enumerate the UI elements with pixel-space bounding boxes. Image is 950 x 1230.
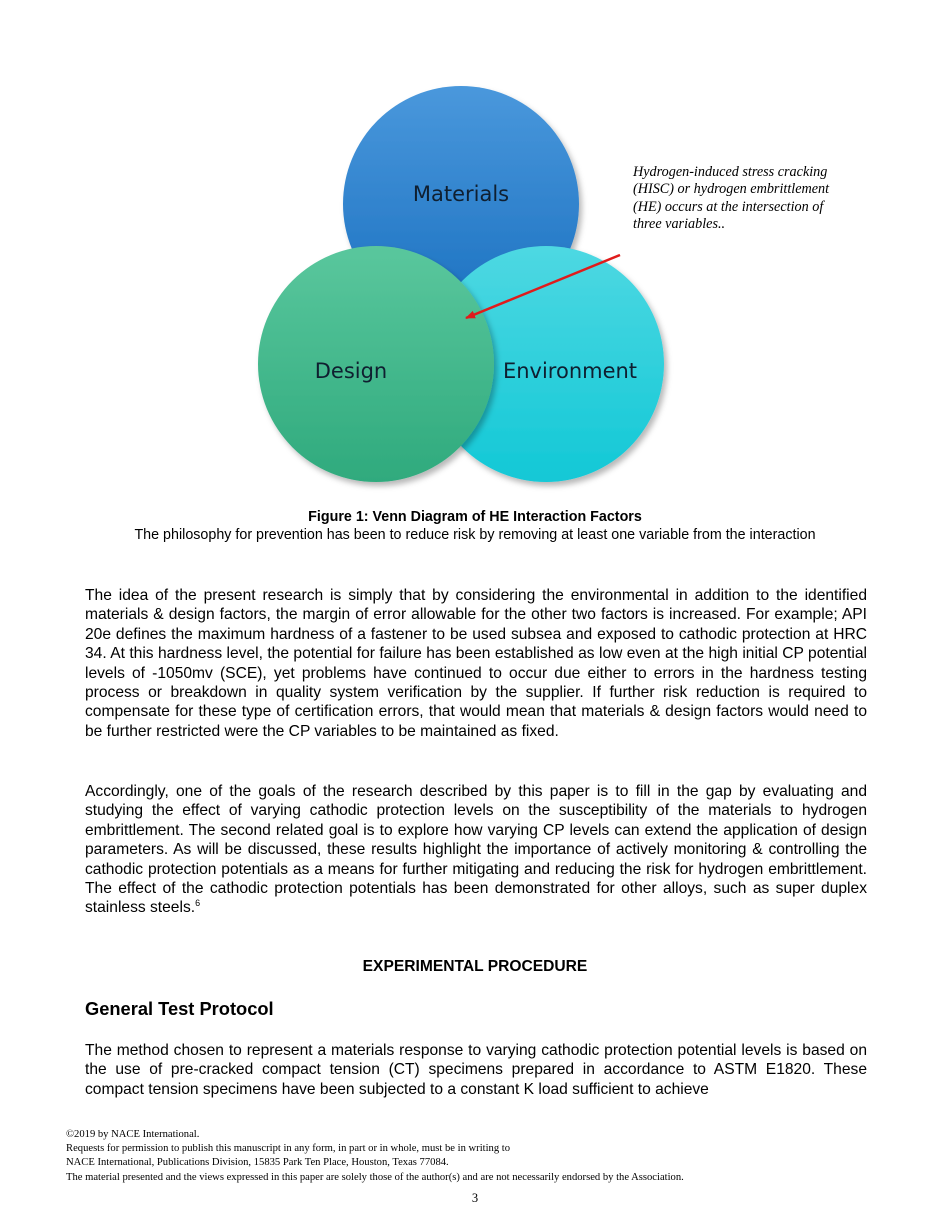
environment-label: Environment: [502, 359, 638, 383]
figure-caption-text: The philosophy for prevention has been to reduce risk by removing at least one variable from the interaction: [134, 527, 816, 543]
section-title: EXPERIMENTAL PROCEDURE: [362, 958, 588, 975]
footer-line-3: NACE International, Publications Division, 15835 Park Ten Place, Houston, Texas 77084.: [66, 1157, 449, 1169]
paragraph-2: [85, 782, 867, 918]
paragraph-2-text: Accordingly, one of the goals of the research described by this paper is to fill in the gap by evaluating and studying the effect of varying cathodic protection levels on the susceptibility of the materials to hydrogen embrittlement. The second related goal is to explore how varying CP levels can extend the application of design parameters. As will be discussed, these results highlight the importance of actively monitoring & controlling the cathodic protection potentials as a means for further mitigating and reducing the risk for hydrogen embrittlement. The effect of the cathodic protection potentials has been demonstrated for other alloys, such as super duplex stainless steels.: [85, 783, 867, 917]
figure-caption-title: Figure 1: Venn Diagram of HE Interaction Factors: [308, 509, 642, 525]
venn-diagram: [0, 0, 950, 500]
reference-superscript: 6: [195, 898, 201, 909]
paragraph-3: The method chosen to represent a materials response to varying cathodic protection potential levels is based on the use of pre-cracked compact tension (CT) specimens prepared in accordance to ASTM E1820. These compact tension specimens have been subjected to a constant K load sufficient to achieve: [85, 1042, 867, 1098]
footer-line-1: ©2019 by NACE International.: [66, 1129, 200, 1140]
copyright-footer: [66, 1128, 886, 1185]
materials-label: Materials: [412, 182, 510, 206]
footer-line-4: The material presented and the views expressed in this paper are solely those of the author(s) and are not necessarily endorsed by the Association.: [66, 1171, 684, 1183]
page-number: 3: [471, 1191, 479, 1205]
figure-annotation: Hydrogen-induced stress cracking (HISC) or hydrogen embrittlement (HE) occurs at the intersection of three variables..: [633, 164, 830, 233]
subsection-title: General Test Protocol: [85, 998, 274, 1019]
footer-line-2: Requests for permission to publish this manuscript in any form, in part or in whole, must be in writing to: [66, 1143, 511, 1155]
design-label: Design: [314, 359, 388, 383]
paragraph-1: The idea of the present research is simply that by considering the environmental in addition to the identified materials & design factors, the margin of error allowable for the other two factors is increased. For example; API 20e defines the maximum hardness of a fastener to be used subsea and exposed to cathodic protection at HRC 34. At this hardness level, the potential for failure has been established as low even at the high initial CP potential levels of -1050mv (SCE), yet problems have continued to occur due either to errors in the hardness testing process or breakdown in quality system verification by the supplier. If further risk reduction is required to compensate for these type of certification errors, that would mean that materials & design factors would need to be further restricted were the CP variables to be maintained as fixed.: [85, 587, 867, 740]
